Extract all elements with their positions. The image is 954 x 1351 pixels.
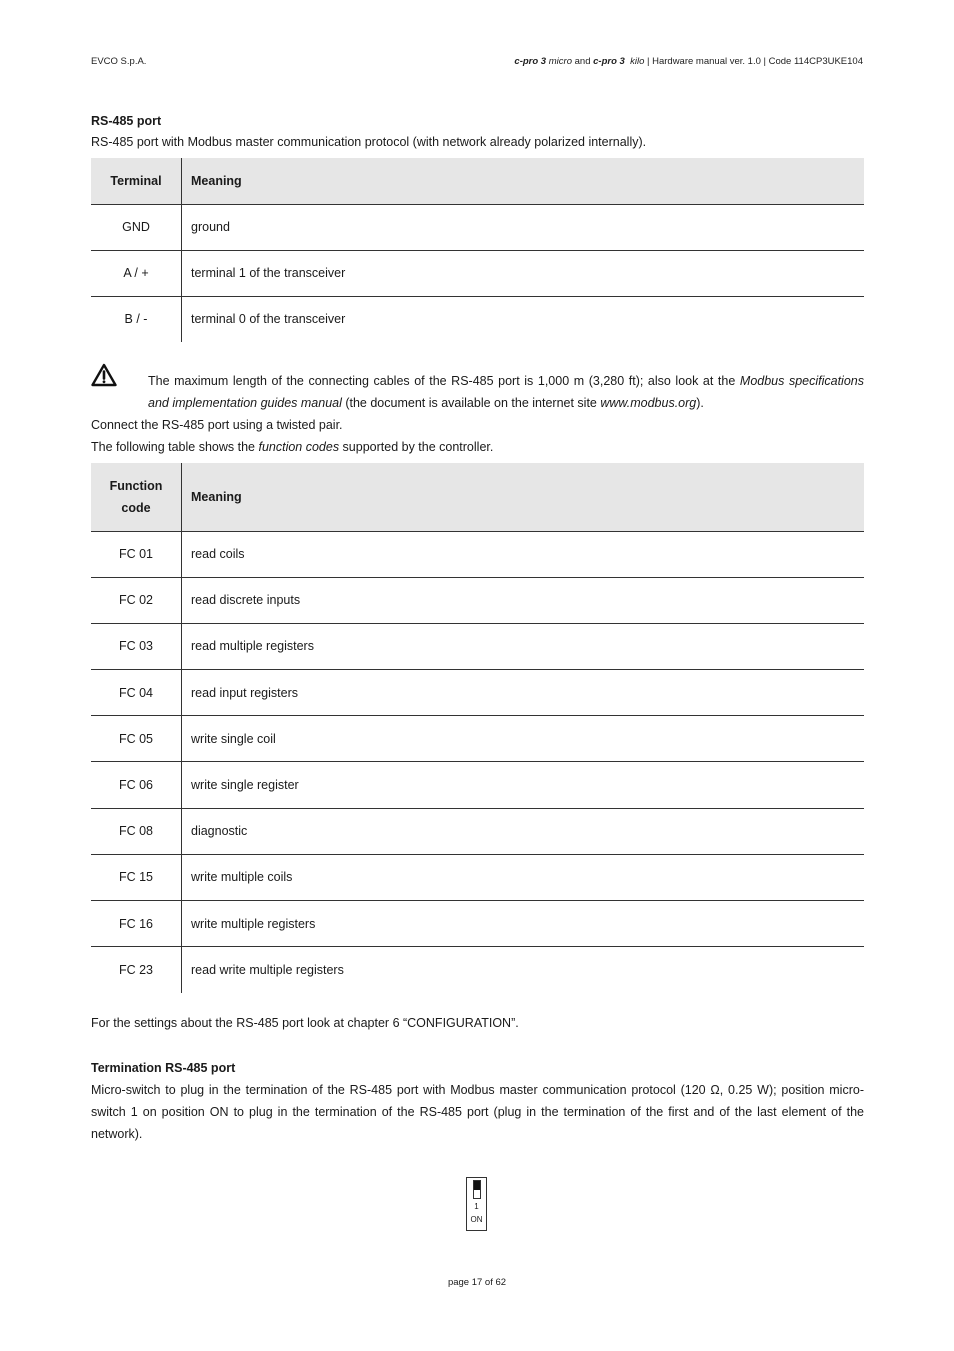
meaning-cell: read multiple registers [182, 623, 865, 669]
function-code-header: Function code [91, 463, 182, 531]
settings-text: For the settings about the RS-485 port look at chapter 6 “CONFIGURATION”. [91, 1016, 519, 1030]
table-row [91, 531, 864, 577]
meaning-cell: write single register [182, 762, 865, 808]
meaning-cell: read discrete inputs [182, 577, 865, 623]
header-company: EVCO S.p.A. [91, 56, 147, 67]
meaning-header: Meaning [182, 158, 865, 204]
page-number: page 17 of 62 [447, 1277, 507, 1288]
note-text: ). [696, 396, 704, 410]
section-title-termination: Termination RS-485 port [91, 1061, 236, 1075]
table-row [91, 204, 864, 250]
product-b: c-pro 3 [593, 56, 625, 67]
note-text: (the document is available on the internet site [341, 396, 601, 410]
terminal-cell: A / + [91, 250, 182, 296]
meaning-cell: write multiple coils [182, 854, 865, 900]
fc-cell: FC 04 [91, 670, 182, 716]
fc-intro-term: function codes [258, 440, 340, 454]
connect-text: Connect the RS-485 port using a twisted pair. [91, 418, 343, 432]
table-row [91, 716, 864, 762]
rs485-intro: RS-485 port with Modbus master communication protocol (with network already polarized internally). [91, 135, 647, 149]
table-row [91, 670, 864, 716]
meaning-cell: read input registers [182, 670, 865, 716]
table-row [91, 250, 864, 296]
micro-switch [466, 1177, 487, 1231]
termination-text: Micro-switch to plug in the termination of the RS-485 port with Modbus master communication protocol (120 Ω, 0.25 W); position micro-switch 1 on position ON to plug in the termination of the RS-485 port (plug in the termination of the first and of the last element of the network). [91, 1083, 864, 1141]
fc-cell: FC 08 [91, 808, 182, 854]
terminal-table [91, 158, 864, 342]
product-a: c-pro 3 [514, 56, 547, 67]
fc-cell: FC 01 [91, 531, 182, 577]
fc-cell: FC 02 [91, 577, 182, 623]
fc-cell: FC 03 [91, 623, 182, 669]
fc-cell: FC 05 [91, 716, 182, 762]
meaning-cell: terminal 0 of the transceiver [191, 312, 346, 327]
meaning-cell: diagnostic [182, 808, 865, 854]
terminal-cell: GND [91, 204, 182, 250]
meaning-cell: write multiple registers [182, 901, 865, 947]
table-row [91, 296, 864, 342]
table-row [91, 577, 864, 623]
header-conj: and [574, 56, 591, 67]
table-row [91, 947, 864, 993]
switch-on-label: ON [470, 1215, 483, 1224]
table-row [91, 901, 864, 947]
fc-cell: FC 16 [91, 901, 182, 947]
meaning-cell: write single coil [182, 716, 865, 762]
note-website: www.modbus.org [600, 396, 697, 410]
warning-triangle-icon [91, 363, 117, 387]
terminal-cell: B / - [91, 296, 182, 342]
switch-slot [473, 1180, 481, 1199]
switch-number: 1 [474, 1202, 479, 1211]
manual-code: | Hardware manual ver. 1.0 | Code 114CP3UKE104 [647, 56, 863, 67]
meaning-cell: read write multiple registers [191, 963, 344, 978]
meaning-header: Meaning [182, 463, 865, 531]
switch-knob [474, 1181, 480, 1190]
terminal-header: Terminal [91, 158, 182, 204]
table-row [91, 623, 864, 669]
fc-intro [91, 436, 864, 458]
meaning-cell: ground [182, 204, 865, 250]
note-manual-ref: Modbus specifications and implementation guides manual [148, 374, 864, 410]
note-text: The maximum length of the connecting cables of the RS-485 port is 1,000 m (3,280 ft); also look at the [148, 374, 740, 388]
table-row [91, 762, 864, 808]
fc-cell: FC 23 [91, 947, 182, 993]
header-manual-info [514, 56, 863, 67]
function-code-table [91, 463, 864, 993]
warning-note [148, 370, 864, 414]
fc-cell: FC 15 [91, 854, 182, 900]
table-row [91, 808, 864, 854]
fc-intro-text: supported by the controller. [339, 440, 494, 454]
product-a-model: micro [548, 56, 572, 67]
section-title-rs485: RS-485 port [91, 114, 162, 128]
meaning-cell: read coils [182, 531, 865, 577]
product-b-model: kilo [630, 56, 645, 67]
meaning-cell: terminal 1 of the transceiver [182, 250, 865, 296]
fc-intro-text: The following table shows the [91, 440, 259, 454]
table-row [91, 854, 864, 900]
fc-cell: FC 06 [91, 762, 182, 808]
